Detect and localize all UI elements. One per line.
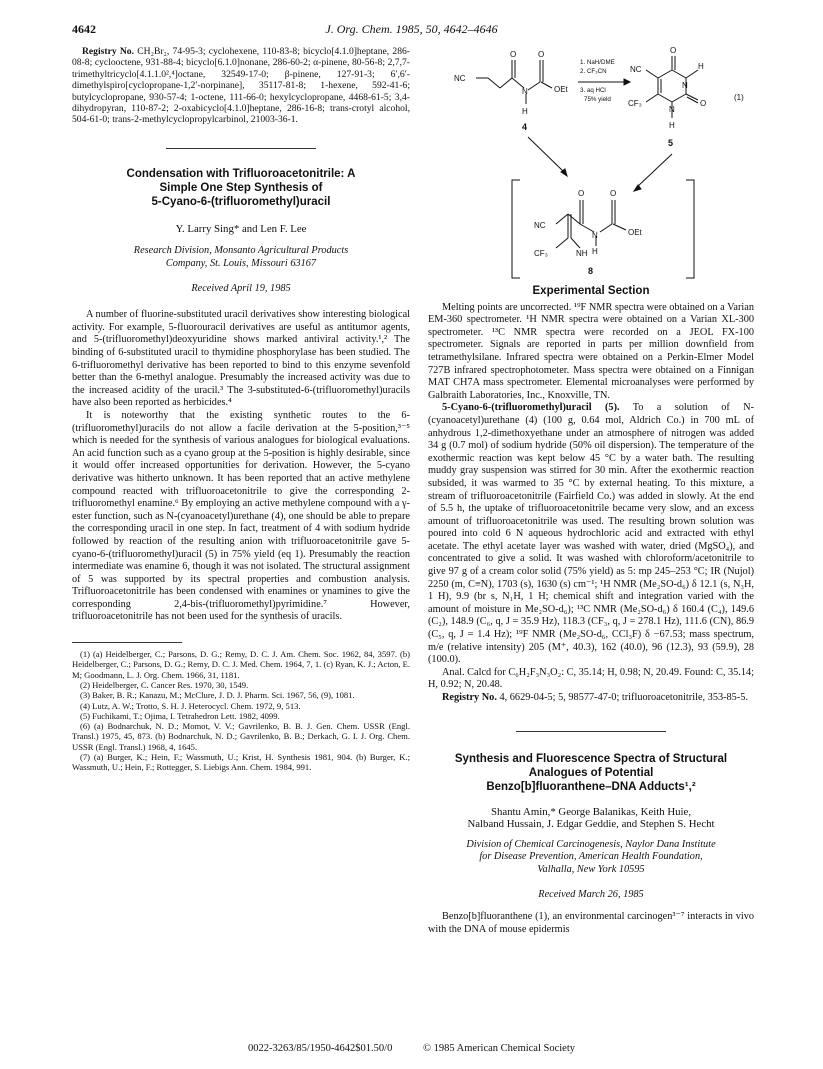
o-label: O [670, 46, 677, 55]
registry-numbers-top [72, 46, 410, 126]
h-label: H [592, 247, 598, 256]
article1-title-line-3: 5-Cyano-6-(trifluoromethyl)uracil [151, 195, 331, 208]
nc-label: NC [454, 74, 466, 83]
n-label: N [669, 105, 675, 114]
h-label: H [669, 121, 675, 130]
n-label: N [682, 81, 688, 90]
o-label: O [578, 189, 585, 198]
equation-number: (1) [734, 93, 744, 102]
cf3-label: CF₃ [534, 249, 548, 258]
footnote: (2) Heidelberger, C. Cancer Res. 1970, 30, 1549. [80, 679, 249, 690]
registry-text: 4, 6629-04-5; 5, 98577-47-0; trifluoroacetonitrile, 353-85-5. [499, 692, 748, 703]
article2-title-line-3: Benzo[b]fluoranthene–DNA Adducts¹,² [486, 780, 696, 793]
article1-affiliation-line-2: Company, St. Louis, Missouri 63167 [165, 258, 317, 270]
compound-5-procedure [428, 402, 754, 666]
experimental-paragraph: Melting points are uncorrected. ¹⁹F NMR spectra were obtained on a Varian EM-360 spectrometer. ¹H NMR spectra were obtained on a Varian XL-300 spectrometer. ¹³C NMR spectra were recorded on a JEOL FX-100 spectrometer. Signals are reported in parts per million downfield from tetramethylsilane. Infrared spectra were obtained on a Perkin-Elmer Model 727B infrared spectrophotometer. Mass spectra were obtained on a Finnigan MAT CH7A mass spectrometer. Elemental microanalyses were performed by Galbraith Laboratories, Inc., Knoxville, TN. [428, 301, 754, 401]
article2-authors-line-2: Nalband Hussain, J. Edgar Geddie, and Stephen S. Hecht [467, 818, 715, 831]
article1-authors: Y. Larry Sing* and Len F. Lee [175, 222, 307, 235]
article2-title-line-1: Synthesis and Fluorescence Spectra of Structural [454, 752, 728, 765]
article2-affiliation-line-1: Division of Chemical Carcinogenesis, Naylor Dana Institute [466, 838, 716, 850]
article1-title-line-2: Simple One Step Synthesis of [159, 181, 323, 194]
experimental-section-title: Experimental Section [532, 285, 650, 297]
footnote: (6) (a) Bodnarchuk, N. D.; Momot, V. V.; Gavrilenko, B. B. J. Gen. Chem. USSR (Engl. Transl.) 1975, 45, 873. (b) Bodnarchuk, N. D.; Gavrilenko, B. B.; Derkach, G. I. J. Org. Chem. USSR (Engl. Transl.) 1968, 4, 1645. [72, 721, 410, 752]
compound-5-number: 5 [668, 138, 674, 148]
o-label: O [700, 99, 707, 108]
article1-paragraph-2: It is noteworthy that the existing synthetic routes to the 6-(trifluoromethyl)uracils do not allow a facile derivation at the 5-position,³⁻⁵ which is needed for the synthesis of various analogues for biological evaluations. An acid function such as a cyano group at the 5-position is highly desirable, since it would offer increased opportunities for derivation. However, the 5-cyano derivative was hitherto unknown. It has been reported that an active methylene compound reacted with trifluoroacetonitrile to give the corresponding 2-trifluoromethyl enamine.⁶ By employing an active methylene compound with a γ-ester function, such as N-(cyanoacetyl)urethane (4), one should be able to prepare the corresponding uracil in one step. In fact, treatment of 4 with sodium hydride followed by reaction of the resulting anion with trifluoroacetonitrile gave 5-cyano-6-(trifluoromethyl)uracil (5) in 75% yield (eq 1). Presumably the reaction intermediate was enamine 6, though it was not isolated. The structural assignment of 5 was supported by its spectral properties and combustion analysis. Trifluoroacetonitrile has been condensed with enamines or ynamines to give the corresponding 2,4-bis-(trifluoromethyl)pyrimidine.⁷ However, trifluoroacetonitrile has not been used for the synthesis of uracils. [72, 409, 410, 623]
h-label: H [522, 107, 528, 116]
article1-title-line-1: Condensation with Trifluoroacetonitrile: A [126, 167, 356, 180]
footnote: (4) Lutz, A. W.; Trotto, S. H. J. Heterocycl. Chem. 1972, 9, 513. [80, 700, 301, 711]
o-label: O [610, 189, 617, 198]
n-label: N [522, 87, 528, 96]
reagent-yield: 75% yield [584, 96, 611, 103]
right-column [428, 285, 754, 936]
compound-8-number: 8 [588, 266, 594, 276]
copyright: © 1985 American Chemical Society [422, 1043, 576, 1054]
reagent-line-1: 1. NaH/DME [580, 59, 615, 66]
footnote: (7) (a) Burger, K.; Hein, F.; Wassmuth, U.; Krist, H. Synthesis 1981, 904. (b) Burger, K.; Wassmuth, U.; Hein, F.; Rottegger, S. Liebigs Ann. Chem. 1984, 991. [72, 752, 410, 773]
section-divider [166, 148, 316, 149]
article-code: 0022-3263/85/1950-4642$01.50/0 [247, 1043, 393, 1054]
reaction-scheme [428, 42, 758, 292]
article1-paragraph-1: A number of fluorine-substituted uracil derivatives show interesting biological activity. For example, 5-fluorouracil derivatives are useful as antitumor agents, and 5-(trifluoromethyl)deoxyuridine shows marked antiviral activity.¹,² The binding of 6-substituted uracil to thymidine phosphorylase has been studied. The 6-trifluoromethyl derivative has been reported to bind to this enzyme sevenfold better than the 6-methyl analogue. Presumably the increased activity was due to the increased acidity of the uracil.³ The 3-substituted-6-(trifluoromethyl)uracils have also been reported as herbicides.⁴ [72, 309, 410, 409]
article2-title-line-2: Analogues of Potential [528, 766, 654, 779]
elemental-analysis: Anal. Calcd for C₆H₂F₃N₃O₂: C, 35.14; H, 0.98; N, 20.49. Found: C, 35.14; H, 0.92; N, 20.48. [428, 666, 754, 691]
registry-label: Registry No. [82, 46, 135, 57]
nc-label: NC [630, 65, 642, 74]
compound-5-heading: 5-Cyano-6-(trifluoromethyl)uracil (5). [442, 402, 620, 414]
left-column [72, 46, 410, 773]
compound-5-text: To a solution of N-(cyanoacetyl)urethane (4) (100 g, 0.64 mol, Aldrich Co.) in 700 mL of anhydrous 1,2-dimethoxyethane under an atmosphere of nitrogen was added 34 g (0.7 mol) of sodium hydride (50% oil dispersion). The temperature of the exothermic reaction was kept below 45 °C by a water bath. The resulting muddy gray suspension was stirred for 30 min. After the exothermic reaction subsided, it was warmed to 35 °C by external heating. To this mixture, a stream of trifluoroacetonitrile (Fairfield Co.) was added in slowly. At the end of 5.5 h, the uptake of trifluoroacetonitrile became very slow, and an excess amount of trifluoroacetonitrile was used. The resulting brown solution was poured into cold 6 N aqueous hydrochloric acid and extracted with ethyl acetate. The ethyl acetate layer was washed with water, dried (MgSO₄), and concentrated to give a solid. It was washed with chloroform/acetonitrile to give 97 g of a cream color solid (75% yield) as 5: mp 245–253 °C; IR (Nujol) 2250 (m, C≡N), 1703 (s), 1630 (s) cm⁻¹; ¹H NMR (Me₂SO-d₆) δ 12.1 (s, N₃H, 1 H), 9.9 (br s, N₁H, 1 H; chemical shift and integration varied with the amount of moisture in Me₂SO-d₆); ¹³C NMR (Me₂SO-d₆) δ 160.4 (C₄), 149.6 (C₂), 148.9 (C₆, q, J = 35.9 Hz), 118.3 (CF₃, q, J = 278.1 Hz), 111.6 (CN), 86.9 (C₅, q, J = 1.4 Hz); ¹⁹F NMR (Me₂SO-d₆, CCl₃F) δ −67.53; mass spectrum, m/e (relative intensity) 205 (M⁺, 40.3), 162 (40.0), 96 (12.3), 93 (59.9), 28 (100.0). [428, 402, 754, 666]
registry-numbers-article1 [428, 692, 754, 705]
n-label: N [592, 231, 598, 240]
h-label: H [698, 62, 704, 71]
page-number: 4642 [72, 22, 96, 36]
nc-label: NC [534, 221, 546, 230]
footnote: (5) Fuchikami, T.; Ojima, I. Tetrahedron Lett. 1982, 4099. [80, 710, 280, 721]
journal-header: J. Org. Chem. 1985, 50, 4642–4646 [325, 22, 498, 36]
footnote: (3) Baker, B. R.; Kanazu, M.; McClure, J. D. J. Pharm. Sci. 1967, 56, (9), 1081. [80, 690, 355, 701]
footnote: (1) (a) Heidelberger, C.; Parsons, D. G.; Remy, D. C. J. Am. Chem. Soc. 1962, 84, 3597. (b) Heidelberger, C.; Parsons, D. G.; Remy, D. C. J. Med. Chem. 1964, 7, 1. (c) Ryan, K. J.; Acton, E. M; Goodmann, L. J. Org. Chem. 1966, 31, 1181. [72, 649, 411, 680]
oet-label: OEt [628, 228, 642, 237]
footnote-divider [72, 642, 182, 643]
article2-affiliation-line-3: Valhalla, New York 10595 [537, 863, 645, 875]
section-divider [516, 731, 666, 732]
compound-4-number: 4 [522, 122, 528, 132]
reagent-line-2: 2. CF₃CN [580, 68, 607, 75]
registry-label: Registry No. [442, 692, 497, 703]
article2-intro: Benzo[b]fluoranthene (1), an environmental carcinogen³⁻⁷ interacts in vivo with the DNA of mouse epidermis [428, 911, 754, 935]
article1-affiliation-line-1: Research Division, Monsanto Agricultural Products [133, 245, 349, 257]
article1-received: Received April 19, 1985 [191, 282, 291, 294]
oet-label: OEt [554, 85, 568, 94]
o-label: O [538, 50, 545, 59]
article2-authors-line-1: Shantu Amin,* George Balanikas, Keith Huie, [490, 805, 692, 818]
registry-text: CH₂Br₂, 74-95-3; cyclohexene, 110-83-8; bicyclo[4.1.0]heptane, 286-08-8; cyclooctene, 931-88-4; bicyclo[6.1.0]nonane, 286-60-2; α-pinene, 80-56-8; 2,7,7-trimethyltricyclo[4.1.1.0²,⁴]octane, 32549-17-0; β-pinene, 127-91-3; 6′,6′-dimethylspiro[cyclopropane-1,2′-norpinane], 35117-81-8; 1-hexene, 592-41-6; butylcyclopropane, 930-57-4; 1-octene, 111-66-0; hexylcyclopropane, 4468-61-5; 3,4-dihydropyran, 110-87-2; 2-oxabicyclo[4.1.0]heptane, 286-16-8; trans-crotyl alcohol, 504-61-0; trans-2-methylcyclopropylcarbinol, 21003-36-1. [72, 46, 410, 126]
page-footer [0, 1043, 823, 1054]
cf3-label: CF₃ [628, 99, 642, 108]
article2-received: Received March 26, 1985 [538, 888, 644, 900]
o-label: O [510, 50, 517, 59]
nh-label: NH [576, 249, 588, 258]
reagent-line-3: 3. aq HCl [580, 87, 606, 94]
article2-affiliation-line-2: for Disease Prevention, American Health Foundation, [479, 851, 703, 863]
